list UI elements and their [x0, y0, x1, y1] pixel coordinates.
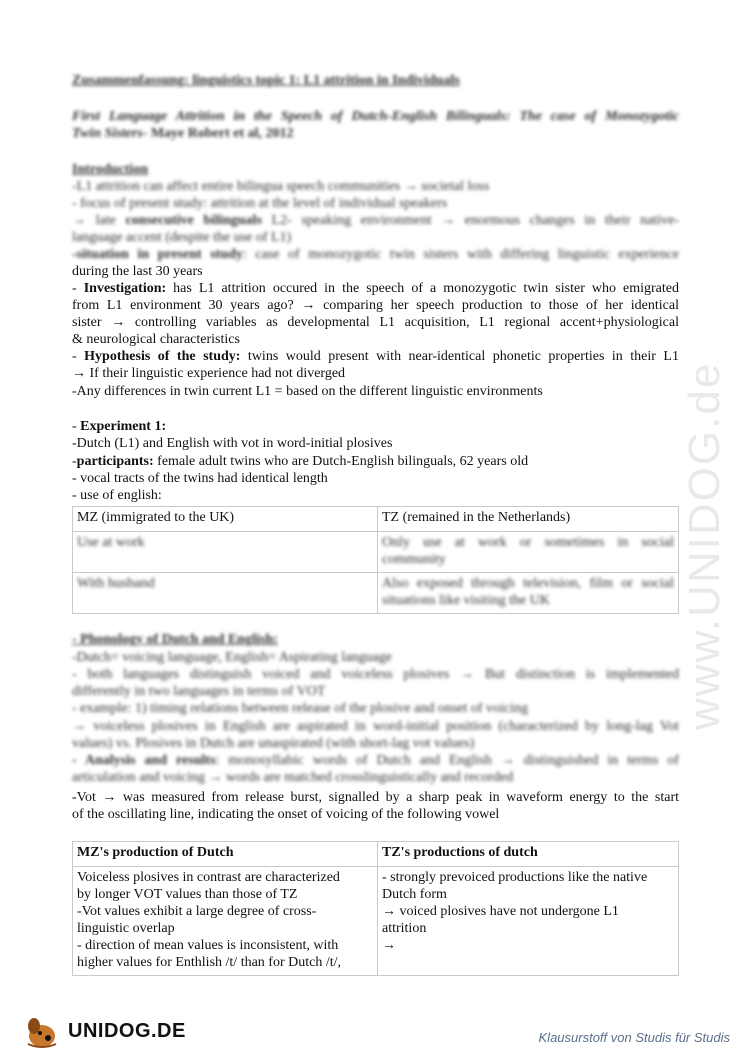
unidog-logo	[22, 1014, 186, 1050]
investigation-line-2: from L1 environment 30 years ago? → comparing her speech production to those of her identical	[72, 298, 679, 313]
phonology-line: values) vs. Plosives in Dutch are unaspirated (with short-lag vot values)	[72, 736, 475, 751]
analysis-text: : monosyllabic words of Dutch and English → distinguished in terms of	[215, 753, 679, 768]
table-row	[73, 507, 679, 532]
cell-line: linguistic overlap	[77, 921, 175, 936]
investigation-text: has L1 attrition occured in the speech of a monozygotic twin sister who emigrated	[166, 281, 680, 296]
participants-label: participants:	[76, 454, 154, 469]
intro-bold-term: consecutive bilinguals	[125, 213, 262, 228]
differences-line: -Any differences in twin current L1 = based on the different linguistic environments	[72, 384, 543, 399]
table-cell: Also exposed through television, film or social situations like visiting the UK	[378, 573, 679, 614]
investigation-line-4: & neurological characteristics	[72, 332, 240, 347]
intro-line: language accent (despite the use of L1)	[72, 230, 292, 245]
analysis-label: - Analysis and results	[72, 753, 216, 768]
table-cell: Use at work	[73, 532, 378, 573]
investigation-label: Investigation:	[83, 281, 167, 296]
cell-line: -Vot values exhibit a large degree of cross-	[77, 904, 317, 919]
table-row	[73, 842, 679, 867]
experiment-line: - vocal tracts of the twins had identical length	[72, 471, 328, 486]
bullet-dash: -	[72, 419, 81, 434]
intro-title: Introduction	[72, 162, 148, 177]
vot-line-1: -Vot → was measured from release burst, signalled by a sharp peak in waveform energy to the start	[72, 790, 679, 805]
experiment-line: - use of english:	[72, 488, 162, 503]
cell-line: Voiceless plosives in contrast are characterized	[77, 870, 340, 885]
cell-line: higher values for Enthlish /t/ than for Dutch /t/,	[77, 955, 342, 970]
intro-line: during the last 30 years	[72, 264, 203, 279]
vot-line-2: of the oscillating line, indicating the onset of voicing of the following vowel	[72, 807, 500, 822]
experiment-title	[72, 418, 166, 436]
phonology-line: articulation and voicing → words are matched crosslinguistically and recorded	[72, 770, 514, 785]
intro-line: - focus of present study: attrition at the level of individual speakers	[72, 196, 448, 211]
bullet-dash: -	[72, 349, 85, 364]
table-header-cell: TZ (remained in the Netherlands)	[378, 507, 679, 532]
experiment-label: Experiment 1:	[80, 419, 167, 434]
hypothesis-line-1	[72, 348, 679, 366]
cell-line: →	[382, 938, 396, 953]
investigation-line-1	[72, 280, 679, 298]
cell-line: by longer VOT values than those of TZ	[77, 887, 298, 902]
phonology-line: - example: 1) timing relations between release of the plosive and onset of voicing	[72, 701, 529, 716]
cell-line: Dutch form	[382, 887, 447, 902]
cell-line: → voiced plosives have not undergone L1	[382, 904, 619, 919]
table-header-cell: TZ's productions of dutch	[378, 842, 679, 867]
intro-bold-term: -situation in present study	[72, 247, 243, 262]
paper-title-line-2	[72, 125, 294, 143]
experiment-line: -Dutch (L1) and English with vot in word-initial plosives	[72, 436, 393, 451]
logo-wordmark: UNIDOG.DE	[68, 1020, 186, 1042]
phonology-line: → voiceless plosives in English are aspirated in word-initial position (characterized by long-lag Vot	[72, 719, 679, 734]
bullet-dash: -	[72, 454, 77, 469]
phonology-line: - both languages distinguish voiced and voiceless plosives → But distinction is implemented	[72, 667, 679, 682]
phonology-line: -Dutch= voicing language, English= Aspirating language	[72, 650, 392, 665]
cell-line: attrition	[382, 921, 427, 936]
intro-text: : case of monozygotic twin sisters with differing linguistic experience	[242, 247, 679, 262]
dog-icon	[22, 1014, 66, 1050]
analysis-line	[72, 752, 679, 770]
document-heading: Zusammenfassung: linguistics topic 1: L1 attrition in Individuals	[72, 73, 460, 88]
table-header-cell: MZ's production of Dutch	[73, 842, 378, 867]
table-cell	[378, 867, 679, 976]
paper-title-line-1: First Language Attrition in the Speech of Dutch-English Bilinguals: The case of Monozygotic	[72, 109, 679, 124]
participants-line	[72, 453, 528, 471]
table-header-cell: MZ (immigrated to the UK)	[73, 507, 378, 532]
hypothesis-text: twins would present with near-identical phonetic properties in their L1	[240, 349, 679, 364]
table-cell	[73, 867, 378, 976]
cell-line: - direction of mean values is inconsistent, with	[77, 938, 339, 953]
table-row	[73, 573, 679, 614]
phonology-title: - Phonology of Dutch and English:	[72, 632, 278, 647]
bullet-dash: -	[72, 281, 84, 296]
phonology-line: differently in two languages in terms of VOT	[72, 684, 326, 699]
table-cell: With husband	[73, 573, 378, 614]
english-use-table	[72, 506, 679, 614]
intro-line	[72, 212, 679, 230]
intro-line: -L1 attrition can affect entire bilingua speech communities → societal loss	[72, 179, 490, 194]
watermark-text: www.UNIDOG.de	[680, 361, 729, 730]
hypothesis-line-2: → If their linguistic experience had not diverged	[72, 366, 346, 381]
table-row	[73, 532, 679, 573]
intro-text: L2- speaking environment → enormous changes in their native-	[261, 213, 679, 228]
intro-text: → late	[72, 213, 126, 228]
hypothesis-label: Hypothesis of the study:	[84, 349, 241, 364]
paper-authors: Maye Robert et al, 2012	[150, 126, 294, 141]
intro-line	[72, 246, 679, 264]
participants-text: female adult twins who are Dutch-English bilinguals, 62 years old	[153, 454, 529, 469]
paper-title-end: Twin Sisters-	[72, 126, 148, 141]
footer-tagline: Klausurstoff von Studis für Studis	[538, 1030, 730, 1045]
production-table	[72, 841, 679, 976]
cell-line: - strongly prevoiced productions like the native	[382, 870, 648, 885]
investigation-line-3: sister → controlling variables as developmental L1 acquisition, L1 regional accent+physiological	[72, 315, 679, 330]
table-row	[73, 867, 679, 976]
table-cell: Only use at work or sometimes in social community	[378, 532, 679, 573]
